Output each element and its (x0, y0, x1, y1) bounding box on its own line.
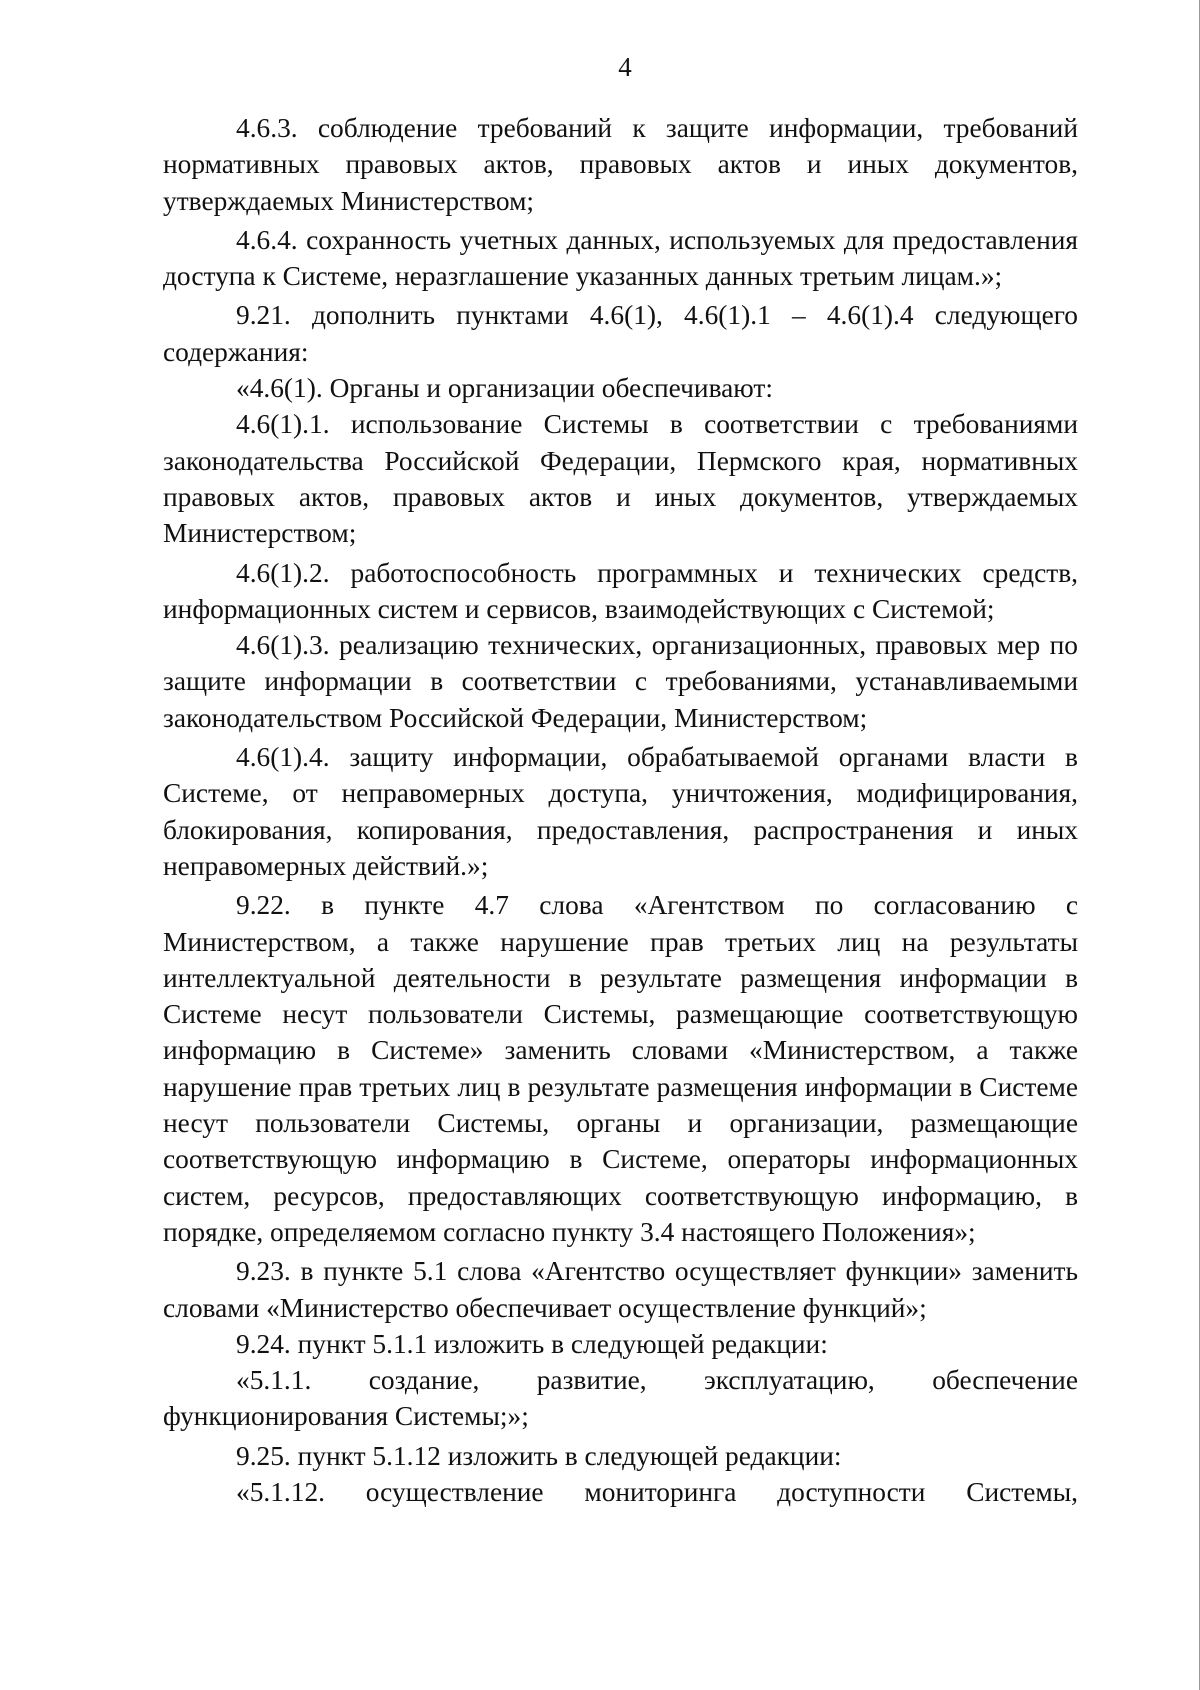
paragraph-4-6-1: «4.6(1). Органы и организации обеспечивают: (236, 373, 773, 404)
paragraph-9-23: 9.23. в пункте 5.1 слова «Агентство осуществляет функции» заменить словами «Министерство обеспечивает осуществление функций»; (163, 1256, 1078, 1323)
paragraph-4-6-1-3: 4.6(1).3. реализацию технических, организационных, правовых мер по защите информации в соответствии с требованиями, устанавливаемыми законодательством Российской Федерации, Министерством; (163, 630, 1078, 733)
paragraph-5-1-12: «5.1.12. осуществление мониторинга доступности Системы, (236, 1476, 1078, 1507)
paragraph-9-22: 9.22. в пункте 4.7 слова «Агентством по согласованию с Министерством, а также нарушение прав третьих лиц на результаты интеллектуальной деятельности в результате размещения информации в Системе несут пользователи Системы, размещающие соответствующую информацию в Системе» заменить словами «Министерством, а также нарушение прав третьих лиц в результате размещения информации в Системе несут пользователи Системы, органы и организации, размещающие соответствующую информацию в Системе, операторы информационных систем, ресурсов, предоставляющих соответствующую информацию, в порядке, определяемом согласно пункту 3.4 настоящего Положения»; (163, 890, 1078, 1247)
paragraph-4-6-1-4: 4.6(1).4. защиту информации, обрабатываемой органами власти в Системе, от неправомерных доступа, уничтожения, модифицирования, блокирования, копирования, предоставления, распространения и иных неправомерных действий.»; (163, 742, 1078, 881)
paragraph-9-24: 9.24. пункт 5.1.1 изложить в следующей редакции: (236, 1328, 828, 1359)
paragraph-4-6-3: 4.6.3. соблюдение требований к защите информации, требований нормативных правовых актов, правовых актов и иных документов, утверждаемых Министерством; (163, 113, 1078, 216)
paragraph-4-6-4: 4.6.4. сохранность учетных данных, используемых для предоставления доступа к Системе, неразглашение указанных данных третьим лицам.»; (163, 224, 1078, 292)
document-body (163, 110, 1078, 1510)
paragraph-9-25: 9.25. пункт 5.1.12 изложить в следующей редакции: (236, 1440, 842, 1471)
paragraph-4-6-1-2: 4.6(1).2. работоспособность программных и технических средств, информационных систем и сервисов, взаимодействующих с Системой; (163, 557, 1078, 624)
page-number: 4 (618, 52, 632, 82)
paragraph-5-1-1: «5.1.1. создание, развитие, эксплуатацию, обеспечение функционирования Системы;»; (163, 1365, 1078, 1432)
paragraph-9-21: 9.21. дополнить пунктами 4.6(1), 4.6(1).1 – 4.6(1).4 следующего содержания: (163, 300, 1078, 367)
paragraph-4-6-1-1: 4.6(1).1. использование Системы в соответствии с требованиями законодательства Российской Федерации, Пермского края, нормативных правовых актов, правовых актов и иных документов, утверждаемых Министерством; (163, 409, 1078, 549)
